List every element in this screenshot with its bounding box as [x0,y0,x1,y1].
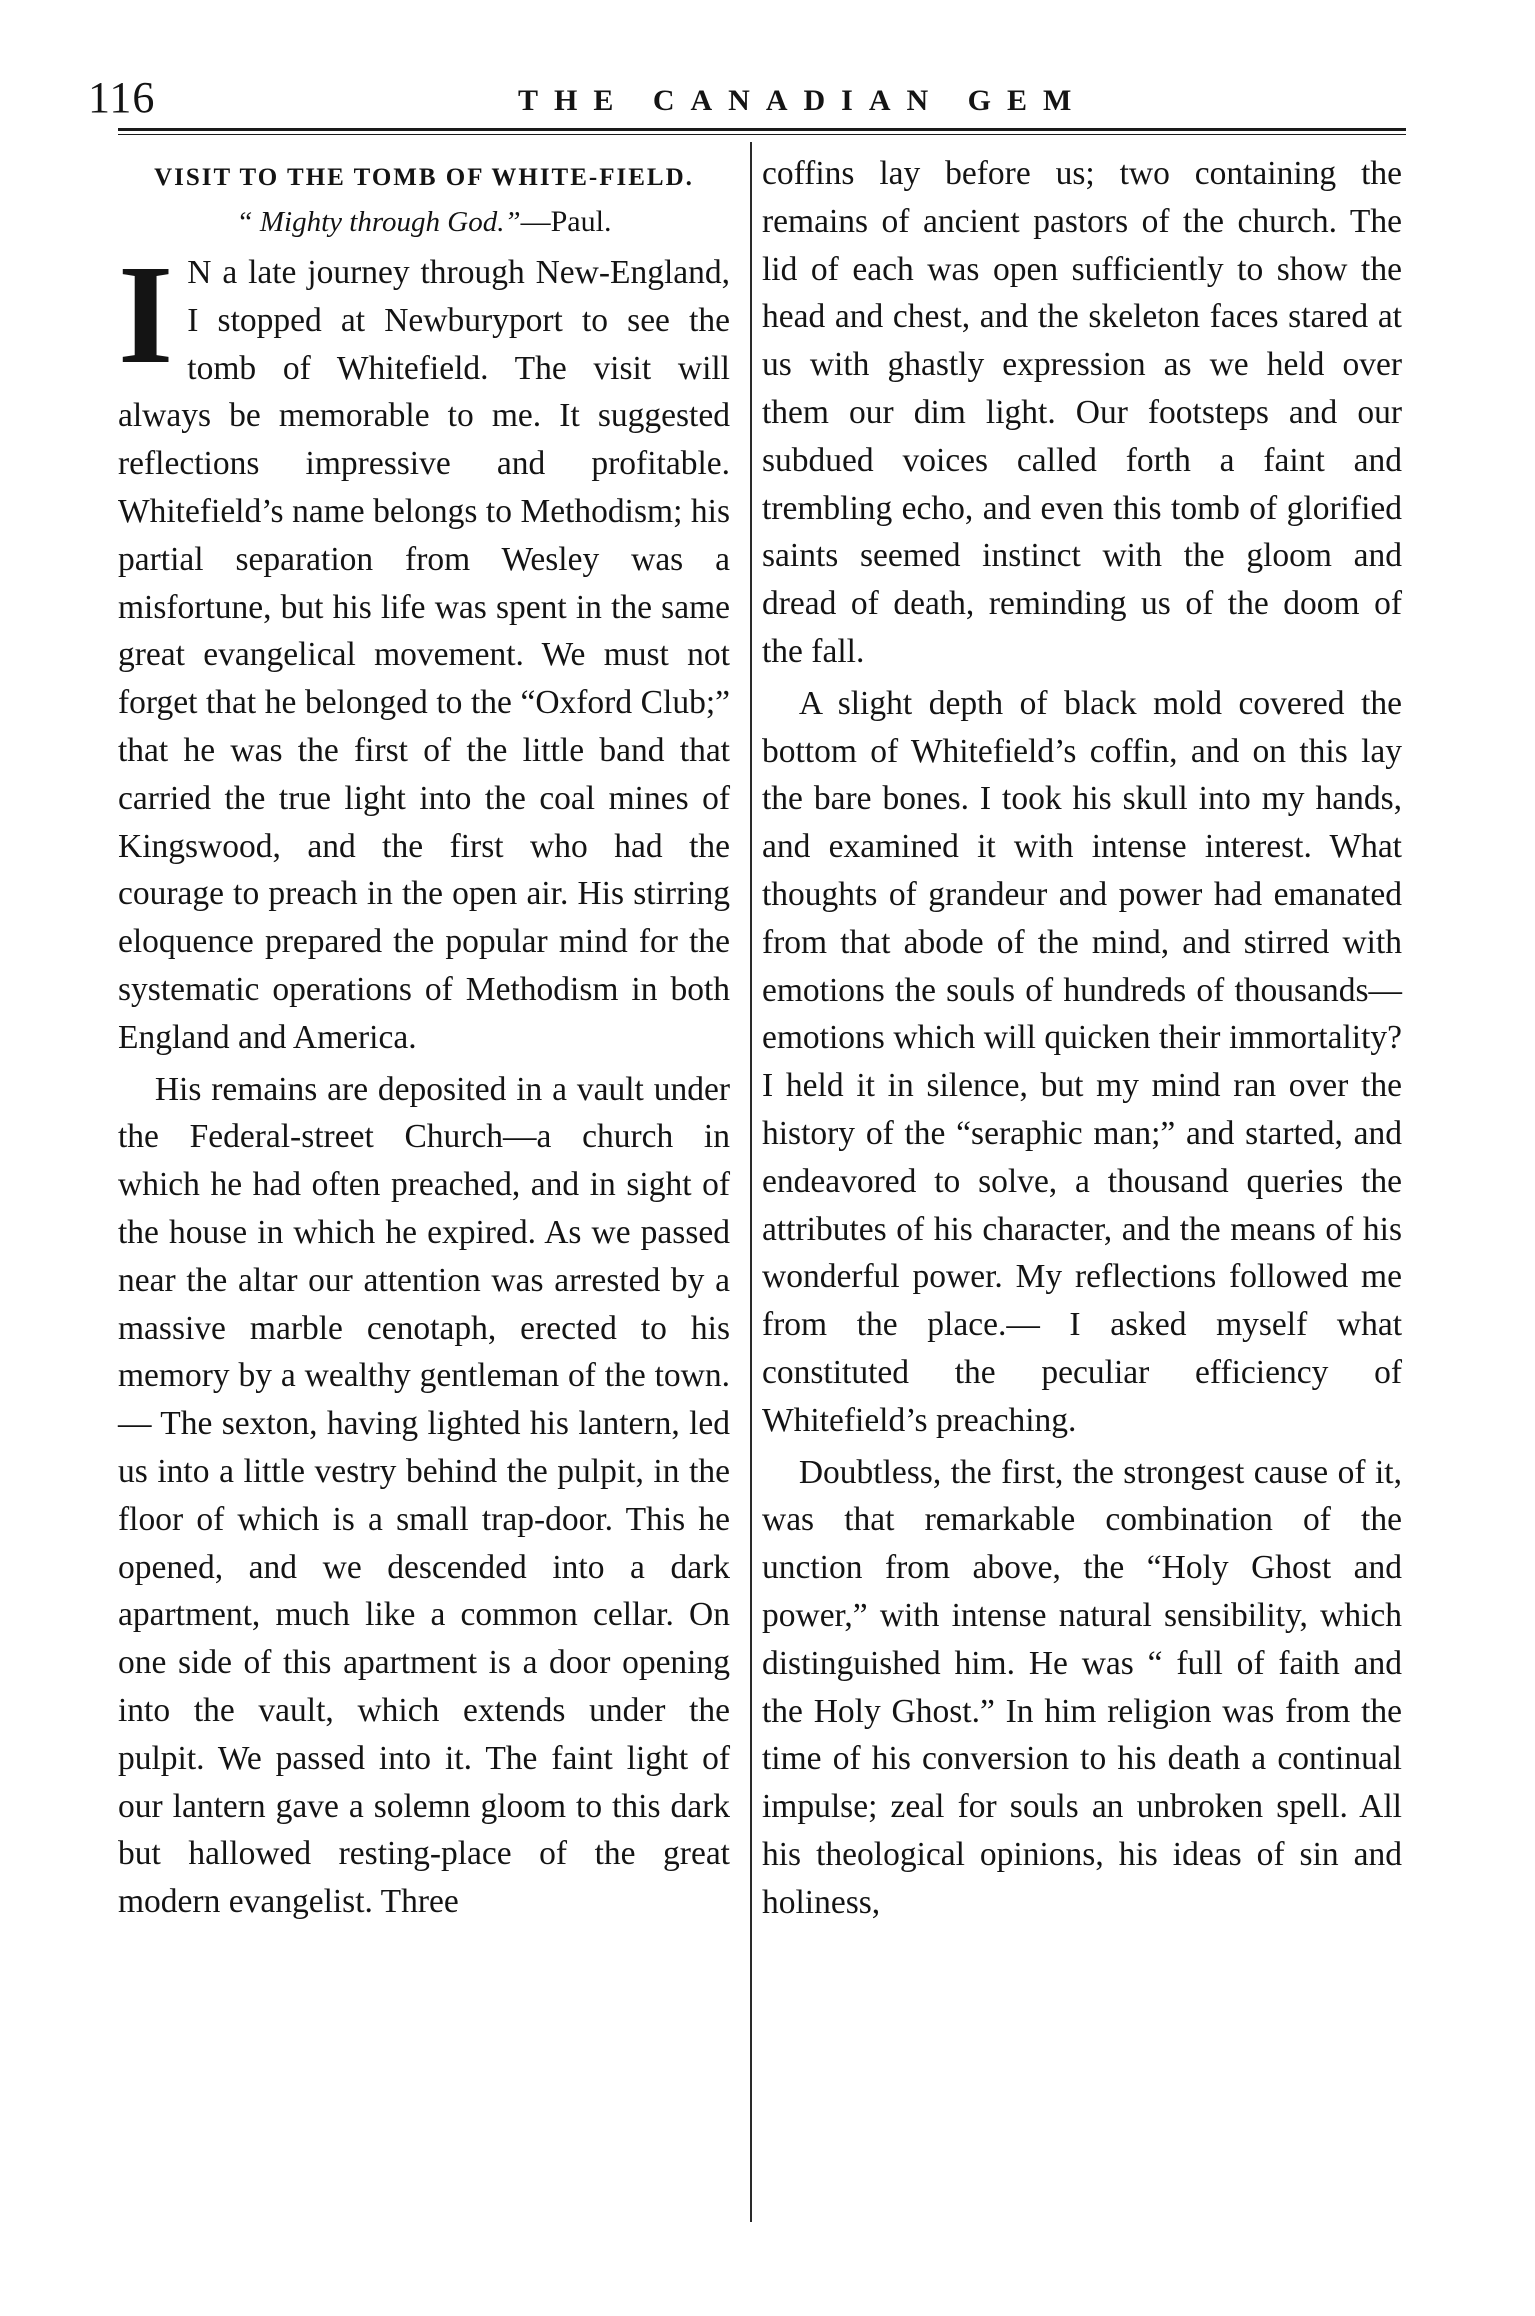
paragraph: A slight depth of black mold covered the bottom of Whitefield’s coffin, and on this lay the bare bones. I took his skull into my hands, and examined it with intense interest. What thoughts of grandeur and power had emanated from that abode of the mind, and stirred with emotions the souls of hundreds of thousands— emotions which will quicken their immortality? I held it in silence, but my mind ran over the history of the “seraphic man;” and started, and endeavored to solve, a thousand queries the attributes of his character, and the means of his wonderful power. My reflections followed me from the place.— I asked myself what constituted the peculiar efficiency of Whitefield’s preaching. [762,684,1402,1439]
paragraph: Doubtless, the first, the strongest cause of it, was that remarkable combination of the unction from above, the “Holy Ghost and power,” with intense natural sensibility, which distinguished him. He was “ full of faith and the Holy Ghost.” In him religion was from the time of his conversion to his death a continual impulse; zeal for souls an unbroken spell. All his theological opinions, his ideas of sin and holiness, [762,1453,1402,1921]
paragraph: coffins lay before us; two containing the remains of ancient pastors of the church. The lid of each was open sufficiently to show the head and chest, and the skeleton faces stared at us with ghastly expression as we held over them our dim light. Our footsteps and our subdued voices called forth a faint and trembling echo, and even this tomb of glorified saints seemed instinct with the gloom and dread of death, reminding us of the doom of the fall. [762,155,1402,670]
paragraph: His remains are deposited in a vault under the Federal-street Church—a church in which he had often preached, and in sight of the house in which he expired. As we passed near the altar our attention was arrested by a massive marble cenotaph, erected to his memory by a wealthy gentleman of the town.— The sexton, having lighted his lantern, led us into a little vestry behind the pulpit, in the floor of which is a small trap-door. This he opened, and we descended into a dark apartment, much like a common cellar. On one side of this apartment is a door opening into the vault, which extends under the pulpit. We passed into it. The faint light of our lantern gave a solemn gloom to this dark but hallowed resting-place of the great modern evangelist. Three [118,1070,730,1921]
paragraph-text: N a late journey through New-England, I stopped at Newburyport to see the tomb of Whitefield. The visit will always be memorable to me. It suggested reflections impressive and profitable. Whitefield’s name belongs to Methodism; his partial separation from Wesley was a misfortune, but his life was spent in the same great evangelical movement. We must not forget that he belonged to the “Oxford Club;” that he was the first of the little band that carried the true light into the coal mines of Kingswood, and the first who had the courage to preach in the open air. His stirring eloquence prepared the popular mind for the systematic operations of Methodism in both England and America. [118,254,730,1056]
page-number: 116 [88,73,156,122]
header-rule-thin [118,134,1406,135]
left-column [118,150,730,1926]
epigraph-quote: “ Mighty through God.” [236,206,521,238]
header-rule [118,128,1406,131]
running-head [78,72,1408,132]
epigraph-attribution: —Paul. [520,205,612,238]
drop-cap: I [118,235,174,393]
paragraph [118,235,730,1062]
article-title: VISIT TO THE TOMB OF WHITE-FIELD. [154,164,694,191]
journal-title: THE CANADIAN GEM [518,84,1088,117]
epigraph [118,198,730,245]
right-column [762,150,1402,1926]
column-divider [750,142,752,2222]
